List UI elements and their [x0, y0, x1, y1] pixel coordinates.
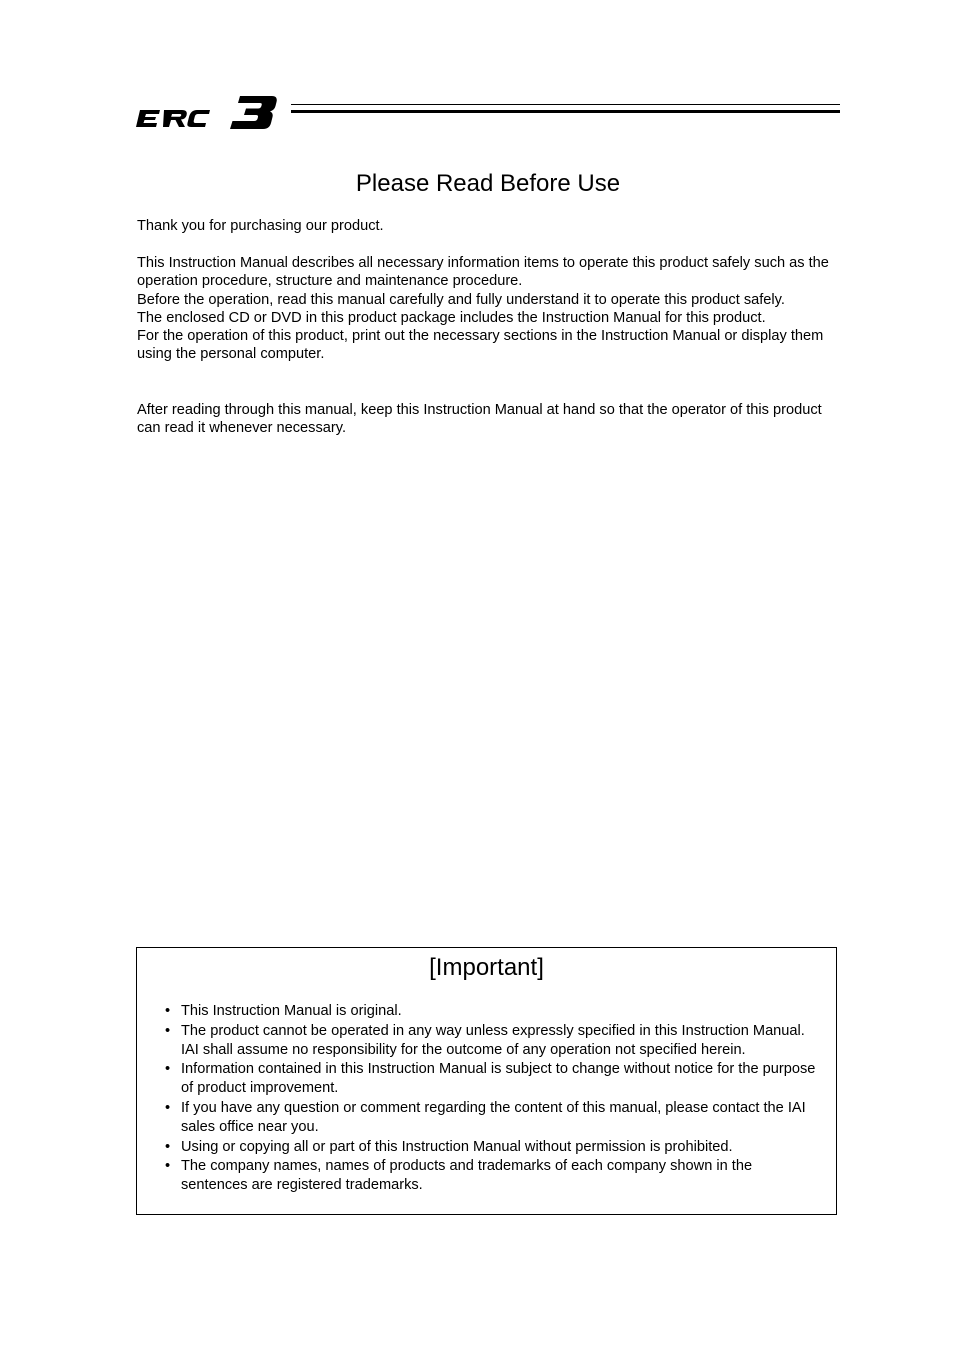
cd-dvd-paragraph: The enclosed CD or DVD in this product package includes the Instruction Manual for this product.	[137, 309, 766, 326]
list-item-text: Information contained in this Instruction Manual is subject to change without notice for the purpose of product improvement.	[181, 1061, 816, 1097]
header-rule-thick	[291, 110, 840, 113]
manual-description-block	[137, 254, 837, 364]
header-rule-thin	[291, 104, 840, 105]
list-item-text: The product cannot be operated in any way unless expressly specified in this Instruction Manual. IAI shall assume no responsibility for the outcome of any operation not specified herein.	[181, 1022, 805, 1058]
erc3-logo	[136, 92, 278, 130]
keep-manual-paragraph: After reading through this manual, keep this Instruction Manual at hand so that the operator of this product can read it whenever necessary.	[137, 402, 822, 437]
bullet-icon: •	[165, 1061, 171, 1078]
list-item-text: The company names, names of products and trademarks of each company shown in the sentences are registered trademarks.	[181, 1158, 753, 1194]
bullet-icon: •	[165, 1158, 171, 1175]
list-item	[159, 1157, 819, 1195]
list-item	[159, 1138, 819, 1157]
list-item	[159, 1022, 819, 1060]
print-display-paragraph: For the operation of this product, print out the necessary sections in the Instruction Manual or display them using the personal computer.	[137, 328, 824, 363]
bullet-icon: •	[165, 1003, 171, 1019]
list-item-text: If you have any question or comment regarding the content of this manual, please contact the IAI sales office near you.	[181, 1099, 806, 1135]
list-item	[159, 1060, 819, 1098]
important-list	[159, 1002, 819, 1196]
page-title: Please Read Before Use	[355, 170, 621, 197]
page-header	[136, 92, 840, 132]
description-paragraph: This Instruction Manual describes all necessary information items to operate this product safely such as the operation procedure, structure and maintenance procedure.	[137, 255, 829, 290]
important-notice-box	[136, 947, 837, 1215]
list-item	[159, 1099, 819, 1137]
list-item	[159, 1002, 819, 1021]
intro-paragraph: Thank you for purchasing our product.	[137, 218, 384, 234]
important-title: [Important]	[429, 954, 544, 981]
bullet-icon: •	[165, 1099, 171, 1116]
list-item-text: Using or copying all or part of this Instruction Manual without permission is prohibited.	[181, 1138, 733, 1155]
bullet-icon: •	[165, 1138, 171, 1155]
bullet-icon: •	[165, 1022, 171, 1039]
read-before-operation-paragraph: Before the operation, read this manual carefully and fully understand it to operate this product safely.	[137, 291, 785, 308]
list-item-text: This Instruction Manual is original.	[181, 1003, 402, 1019]
